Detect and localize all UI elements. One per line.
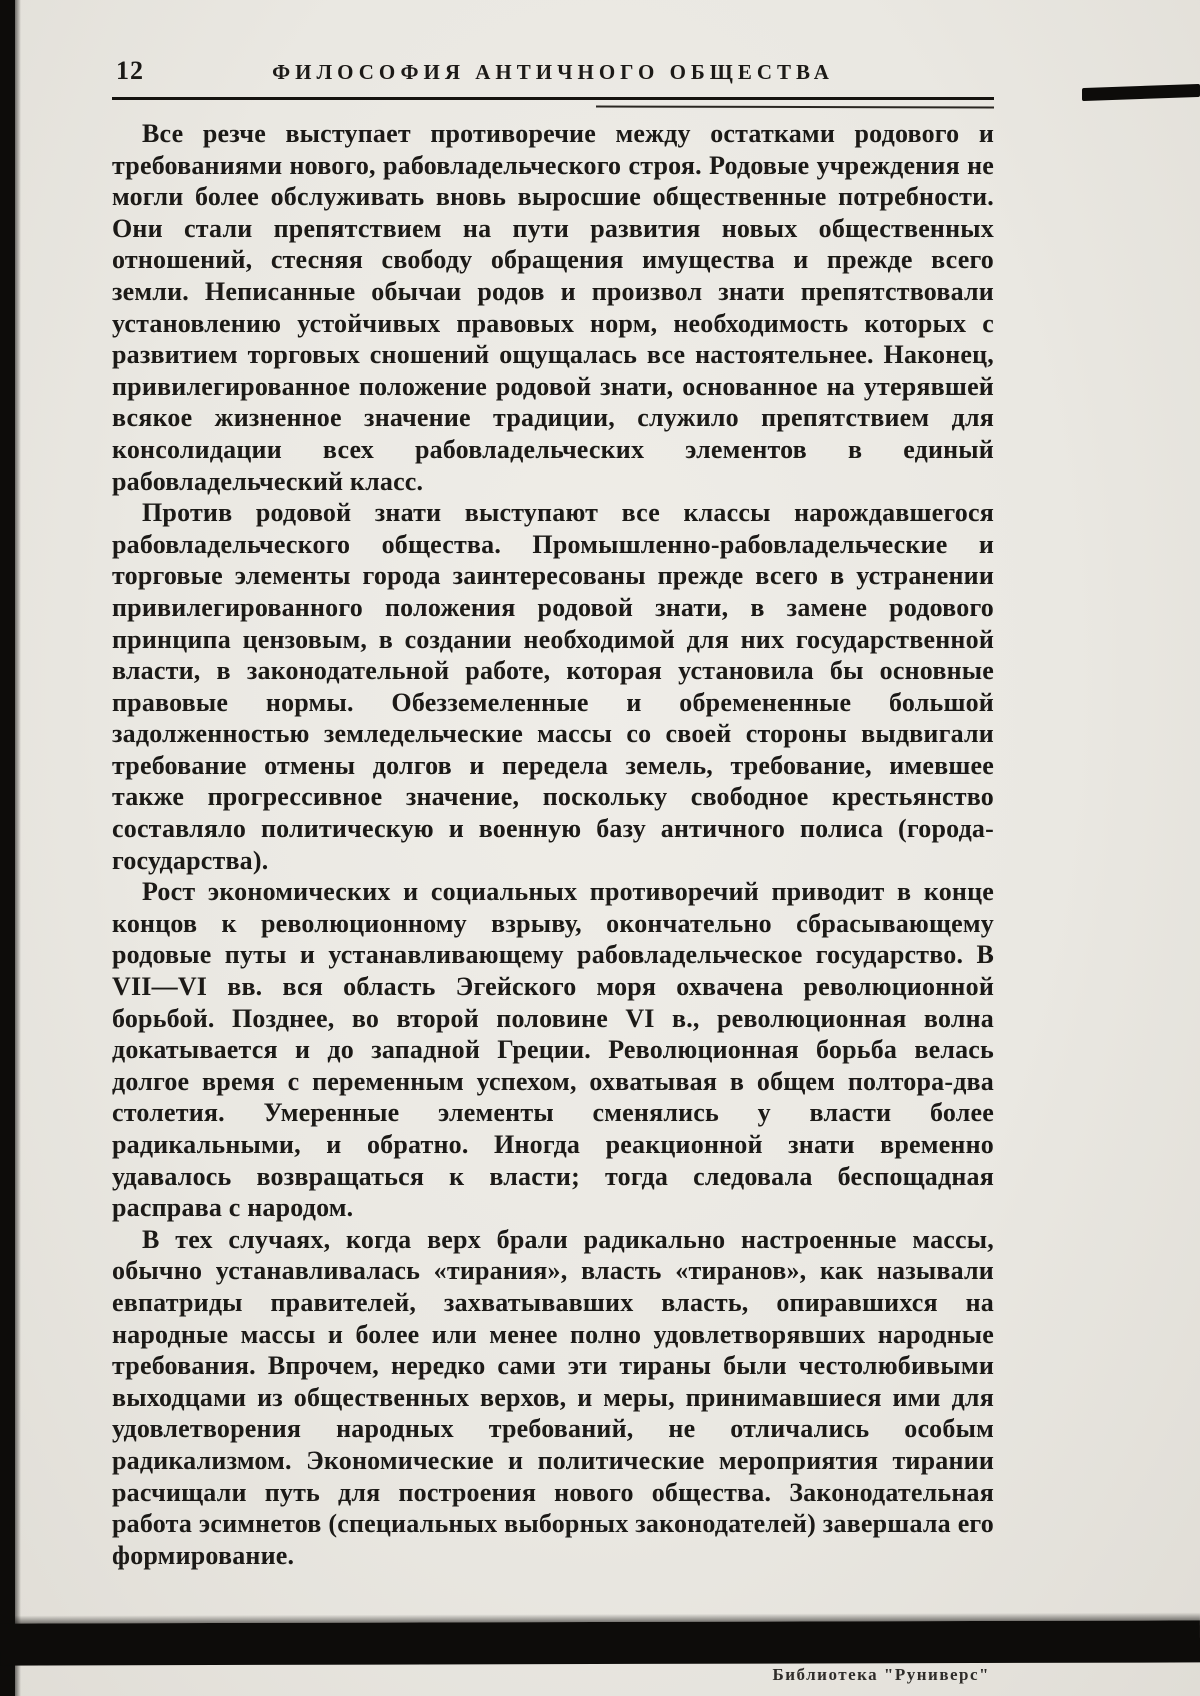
paragraph: В тех случаях, когда верх брали радикально настроенные массы, обычно устанавливалась «тирания», власть «тиранов», как называли евпатриды правителей, захватывавших власть, опиравшихся на народные массы и более или менее полно удовлетворявших народные требования. Впрочем, нередко сами эти тираны были честолюбивыми выходцами из общественных верхов, и меры, принимавшиеся ими для удовлетворения народных требований, не отличались особым радикализмом. Экономические и политические мероприятия тирании расчищали путь для построения нового общества. Законодательная работа эсимнетов (специальных выборных законодателей) завершала его формирование. <box>112 1224 994 1570</box>
paragraph: Рост экономических и социальных противоречий приводит в конце концов к революционному взрыву, окончательно сбрасывающему родовые путы и устанавливающему рабовладельческое государство. В VII—VI вв. вся область Эгейского моря охвачена революционной борьбой. Позднее, во второй половине VI в., революционная волна докатывается и до западной Греции. Революционная борьба велась долгое время с переменным успехом, охватывая в общем полтора-два столетия. Умеренные элементы сменялись у власти более радикальными, и обратно. Иногда реакционной знати временно удавалось возвращаться к власти; тогда следовала беспощадная расправа с народом. <box>112 877 994 1223</box>
page-number: 12 <box>116 56 144 85</box>
paragraph: Все резче выступает противоречие между остатками родового и требованиями нового, рабовладельческого строя. Родовые учреждения не могли более обслуживать вновь выросшие общественные потребности. Они стали препятствием на пути развития новых общественных отношений, стесняя свободу обращения имущества и прежде всего земли. Неписанные обычаи родов и произвол знати препятствовали установлению устойчивых правовых норм, необходимость которых с развитием торговых сношений ощущалась все настоятельнее. Наконец, привилегированное положение родовой знати, основанное на утерявшей всякое жизненное значение традиции, служило препятствием для консолидации всех рабовладельческих элементов в единый рабовладельческий класс. <box>112 119 994 496</box>
paragraph: Против родовой знати выступают все классы нарождавшегося рабовладельческого общества. Промышленно-рабовладельческие и торговые элементы города заинтересованы прежде всего в устранении привилегированного положения родовой знати, в замене родового принципа цензовым, в создании необходимой для них государственной власти, в законодательной работе, которая установила бы основные правовые нормы. Обезземеленные и обремененные большой задолженностью земледельческие массы со своей стороны выдвигали требование отмены долгов и передела земель, требование, имевшее также прогрессивное значение, поскольку свободное крестьянство составляло политическую и военную базу античного полиса (города-государства). <box>112 498 994 875</box>
scan-edge-left <box>0 0 15 1696</box>
header-rule <box>112 97 994 100</box>
header-rule-secondary <box>596 105 994 108</box>
library-stamp: Библиотека "Руниверс" <box>772 1665 990 1684</box>
page-body <box>112 118 994 1571</box>
scan-artifact-top-right <box>1082 84 1200 101</box>
running-title: ФИЛОСОФИЯ АНТИЧНОГО ОБЩЕСТВА <box>272 60 834 84</box>
scan-edge-bottom <box>0 1620 1200 1665</box>
